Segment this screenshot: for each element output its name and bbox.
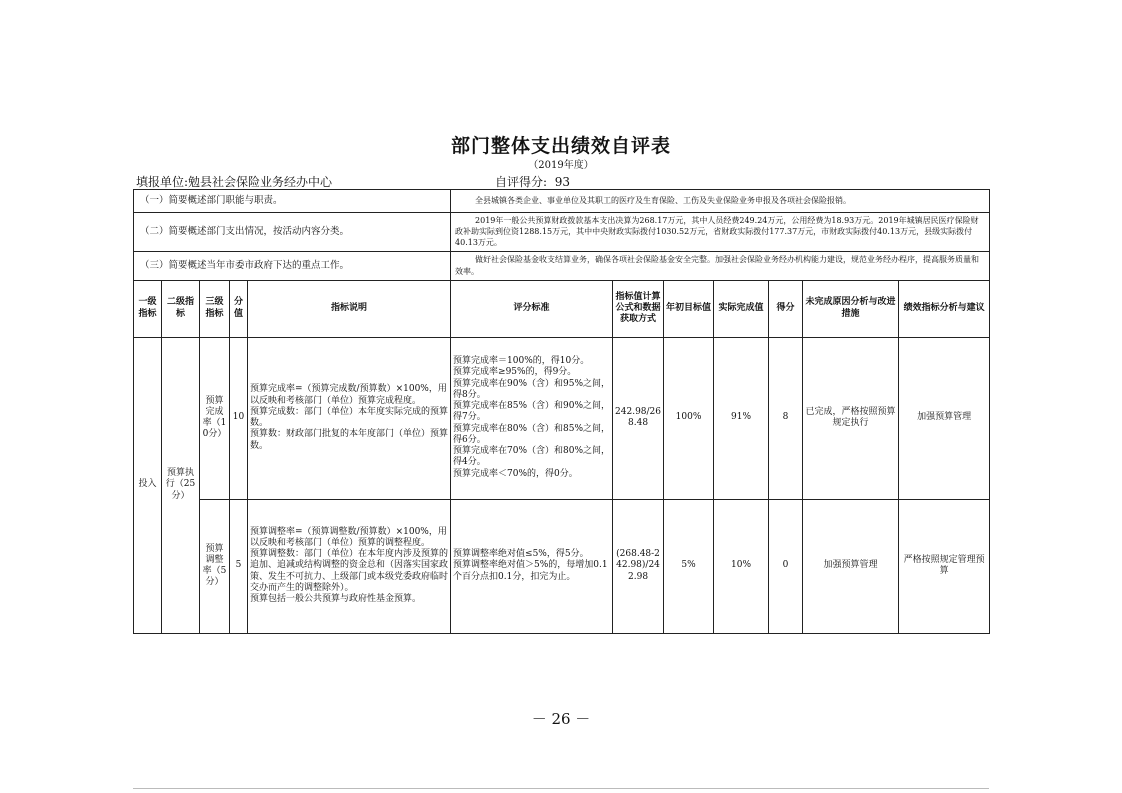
actual-cell: 10% xyxy=(714,499,769,633)
section-row-2 xyxy=(134,213,990,252)
section-text: 2019年一般公共预算财政拨款基本支出决算为268.17万元，其中人员经费249.24万元，公用经费为18.93万元。2019年城镇居民医疗保险财政补助实际到位资1288.15万元，其中中央财政实际拨付1030.52万元，省财政实际拨付177.37万元，市财政实际拨付40.13万元，县级实际拨付40.13万元。 xyxy=(451,213,990,252)
page-subtitle: （2019年度） xyxy=(528,160,594,171)
actual-cell: 91% xyxy=(714,337,769,499)
page-title: 部门整体支出绩效自评表 xyxy=(450,135,671,157)
col-header: 二级指标 xyxy=(162,280,200,337)
section-row-3 xyxy=(134,251,990,280)
suggestion-cell: 加强预算管理 xyxy=(899,337,990,499)
unit-name: 勉县社会保险业务经办中心 xyxy=(188,175,333,189)
level3-indicator: 预算完成率（10分） xyxy=(200,337,230,499)
formula-cell: 242.98/268.48 xyxy=(613,337,664,499)
col-header: 一级指标 xyxy=(134,280,162,337)
level2-indicator: 预算执行（25分） xyxy=(162,337,200,633)
score-cell: 8 xyxy=(769,337,803,499)
col-header: 分值 xyxy=(230,280,248,337)
suggestion-cell: 严格按照规定管理预算 xyxy=(899,499,990,633)
section-label: （一）简要概述部门职能与职责。 xyxy=(134,190,451,213)
points-cell: 10 xyxy=(230,337,248,499)
page-number: － 26 － xyxy=(531,710,591,728)
target-cell: 5% xyxy=(664,499,714,633)
section-label: （三）简要概述当年市委市政府下达的重点工作。 xyxy=(134,251,451,280)
section-label: （二）简要概述部门支出情况，按活动内容分类。 xyxy=(134,213,451,252)
self-score xyxy=(495,173,570,190)
bottom-rule xyxy=(133,788,989,789)
reporting-unit xyxy=(136,173,332,190)
table-row xyxy=(134,337,990,499)
score-value: 93 xyxy=(554,175,570,189)
unit-label: 填报单位: xyxy=(136,175,189,189)
points-cell: 5 xyxy=(230,499,248,633)
level3-indicator: 预算调整率（5分） xyxy=(200,499,230,633)
col-header: 三级指标 xyxy=(200,280,230,337)
criteria-cell: 预算调整率绝对值≤5%，得5分。 预算调整率绝对值＞5%的，每增加0.1个百分点扣0.1分，扣完为止。 xyxy=(451,499,613,633)
table-row xyxy=(134,499,990,633)
description-cell: 预算调整率=（预算调整数/预算数）×100%，用以反映和考核部门（单位）预算的调整程度。 预算调整数：部门（单位）在本年度内涉及预算的追加、追减或结构调整的资金总和（因落实国家政策、发生不可抗力、上级部门或本级党委政府临时交办而产生的调整除外）。 预算包括一般公共预算与政府性基金预算。 xyxy=(248,499,451,633)
col-header: 评分标准 xyxy=(451,280,613,337)
score-label: 自评得分: xyxy=(495,175,548,189)
col-header: 指标值计算公式和数据获取方式 xyxy=(613,280,664,337)
col-header: 指标说明 xyxy=(248,280,451,337)
section-text: 全县城镇各类企业、事业单位及其职工的医疗及生育保险、工伤及失业保险业务申报及各项社会保险报销。 xyxy=(451,190,990,213)
level1-indicator: 投入 xyxy=(134,337,162,633)
col-header: 未完成原因分析与改进措施 xyxy=(803,280,899,337)
col-header: 实际完成值 xyxy=(714,280,769,337)
target-cell: 100% xyxy=(664,337,714,499)
criteria-cell: 预算完成率＝100%的，得10分。 预算完成率≥95%的，得9分。 预算完成率在90%（含）和95%之间，得8分。 预算完成率在85%（含）和90%之间，得7分。 预算完成率在80%（含）和85%之间，得6分。 预算完成率在70%（含）和80%之间，得4分。 预算完成率＜70%的，得0分。 xyxy=(451,337,613,499)
formula-cell: (268.48-242.98)/242.98 xyxy=(613,499,664,633)
col-header: 得分 xyxy=(769,280,803,337)
description-cell: 预算完成率=（预算完成数/预算数）×100%，用以反映和考核部门（单位）预算完成程度。 预算完成数：部门（单位）本年度实际完成的预算数。 预算数：财政部门批复的本年度部门（单位）预算数。 xyxy=(248,337,451,499)
reason-cell: 加强预算管理 xyxy=(803,499,899,633)
evaluation-table xyxy=(133,189,990,634)
section-text: 做好社会保险基金收支结算业务，确保各项社会保险基金安全完整。加强社会保险业务经办机构能力建设，规范业务经办程序，提高服务质量和效率。 xyxy=(451,251,990,280)
col-header: 绩效指标分析与建议 xyxy=(899,280,990,337)
section-row-1 xyxy=(134,190,990,213)
reason-cell: 已完成，严格按照预算规定执行 xyxy=(803,337,899,499)
header-row xyxy=(134,280,990,337)
col-header: 年初目标值 xyxy=(664,280,714,337)
score-cell: 0 xyxy=(769,499,803,633)
